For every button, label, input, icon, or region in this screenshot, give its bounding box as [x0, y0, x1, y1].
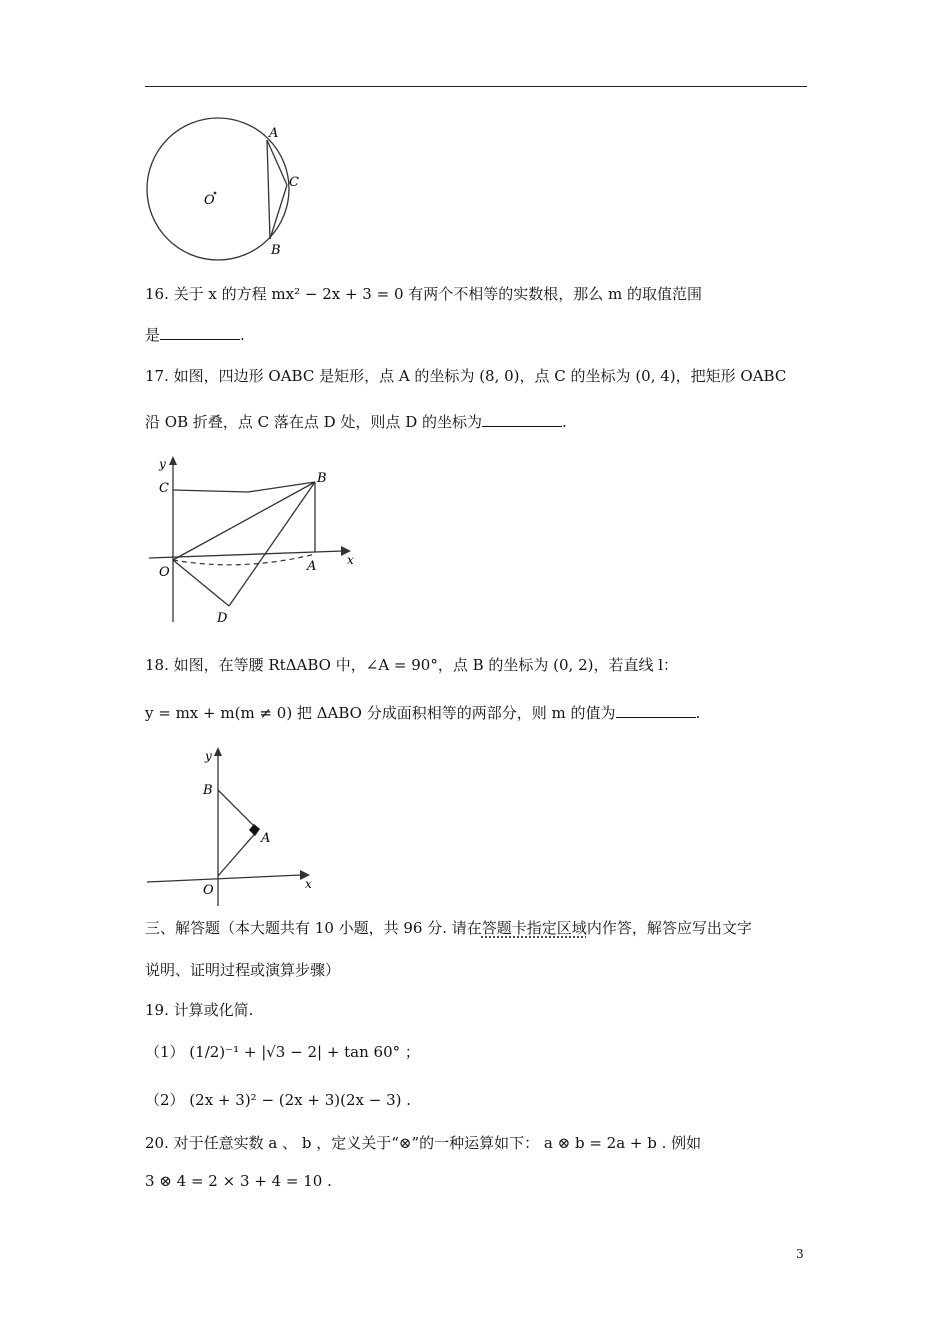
label-c: C — [159, 481, 169, 496]
y-axis-arrow — [214, 747, 222, 756]
q19-title: 19. 计算或化简. — [145, 1001, 254, 1019]
q18-line2-suffix: . — [695, 704, 701, 722]
label-o: O — [203, 883, 214, 898]
q20-line1: 20. 对于任意实数 a 、 b ，定义关于“⊗”的一种运算如下： a ⊗ b = 2a + b . 例如 — [145, 1134, 702, 1152]
section3-emphasis: 答题卡指定区域 — [481, 919, 587, 937]
q17-answer-blank[interactable] — [482, 412, 562, 427]
chord-cb — [270, 185, 287, 239]
label-d: D — [217, 611, 228, 626]
q16-line2 — [145, 325, 245, 345]
chord-ab — [267, 140, 270, 239]
q16-line2-suffix: . — [240, 326, 245, 344]
circle-o — [147, 118, 289, 260]
q16-line2-prefix: 是 — [145, 326, 161, 344]
q18-line2-prefix: y = mx + m(m ≠ 0) 把 ΔABO 分成面积相等的两部分，则 m 的值为 — [145, 704, 616, 722]
segment-cb — [173, 482, 315, 492]
dashed-oa — [173, 554, 315, 565]
segment-ba — [218, 790, 258, 830]
q17-line2 — [145, 412, 567, 432]
q18-line1: 18. 如图，在等腰 RtΔABO 中，∠A = 90°，点 B 的坐标为 (0, 2)，若直线 l： — [145, 656, 679, 674]
x-axis — [147, 875, 301, 882]
label-b: B — [317, 471, 327, 486]
diagonal-ob — [173, 482, 315, 560]
label-b: B — [271, 243, 281, 258]
triangle-figure — [143, 742, 318, 910]
q18-answer-blank[interactable] — [616, 703, 696, 718]
label-b: B — [203, 783, 213, 798]
label-c: C — [289, 175, 299, 190]
section3-part-c: 内作答，解答应写出文字 — [586, 919, 752, 937]
segment-od — [173, 560, 229, 606]
label-y: y — [159, 457, 166, 471]
label-o: O — [159, 565, 170, 580]
y-axis-arrow — [169, 456, 177, 465]
q19-part1: （1） (1/2)⁻¹ + |√3 − 2| + tan 60° ； — [145, 1043, 420, 1061]
right-angle-mark — [249, 824, 260, 836]
q16-line1: 16. 关于 x 的方程 mx² − 2x + 3 = 0 有两个不相等的实数根，那么 m 的取值范围 — [145, 285, 703, 303]
label-o: O — [204, 193, 215, 208]
q20-line2: 3 ⊗ 4 = 2 × 3 + 4 = 10 . — [145, 1172, 332, 1190]
segment-ao — [218, 830, 258, 876]
q17-line1: 17. 如图，四边形 OABC 是矩形，点 A 的坐标为 (8, 0)，点 C 的坐标为 (0, 4)，把矩形 OABC — [145, 367, 787, 385]
section3-line1 — [145, 918, 752, 938]
label-a: A — [307, 559, 317, 574]
header-rule — [145, 86, 807, 87]
section3-part-a: 三、解答题（本大题共有 10 小题，共 96 分. 请在 — [145, 919, 482, 937]
label-x: x — [347, 553, 354, 567]
label-y: y — [205, 749, 212, 763]
q17-line2-suffix: . — [562, 413, 567, 431]
q16-answer-blank[interactable] — [160, 325, 240, 340]
q18-line2 — [145, 703, 700, 723]
q19-part2: （2） (2x + 3)² − (2x + 3)(2x − 3) . — [145, 1091, 412, 1109]
page-number: 3 — [796, 1247, 804, 1261]
q17-line2-prefix: 沿 OB 折叠，点 C 落在点 D 处，则点 D 的坐标为 — [145, 413, 482, 431]
rectangle-fold-figure — [143, 452, 358, 627]
section3-line2: 说明、证明过程或演算步骤） — [145, 961, 341, 979]
label-x: x — [305, 877, 312, 891]
label-a: A — [261, 831, 271, 846]
circle-figure — [143, 115, 305, 265]
segment-db — [229, 482, 315, 606]
label-a: A — [269, 126, 279, 141]
